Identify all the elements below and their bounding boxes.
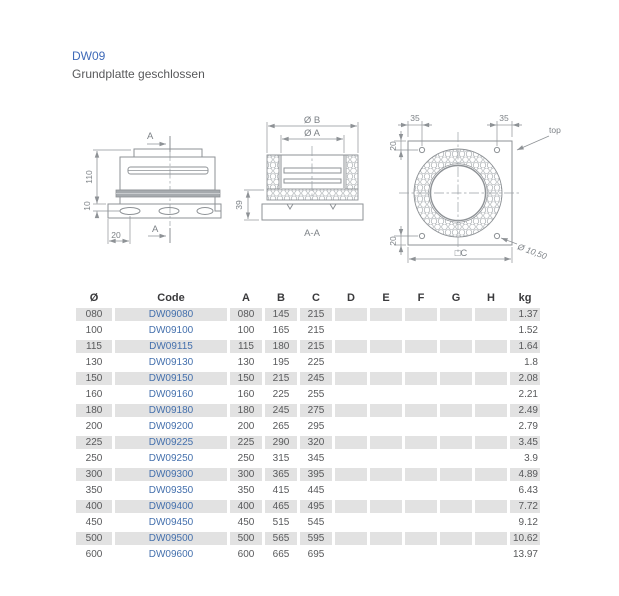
dim-outer-diameter-label: Ø B [303, 115, 321, 126]
cell-d [335, 324, 367, 337]
cell-c: 695 [307, 549, 325, 560]
code-link[interactable]: DW09150 [115, 372, 227, 385]
col-header-g: G [451, 292, 461, 304]
cell-f [405, 452, 437, 465]
cell-g [440, 372, 472, 385]
cell-a: 600 [237, 549, 255, 560]
cell-diameter: 250 [85, 453, 103, 464]
cell-g [440, 308, 472, 321]
col-header-code: Code [157, 292, 185, 304]
cell-kg: 2.08 [510, 372, 540, 385]
col-header-kg: kg [518, 292, 532, 304]
cell-kg: 9.12 [518, 517, 538, 528]
cell-diameter: 600 [85, 549, 103, 560]
table-header-row [76, 291, 540, 305]
cell-a: 400 [230, 500, 262, 513]
cell-e [370, 436, 402, 449]
code-link[interactable]: DW09250 [148, 453, 194, 464]
cell-c: 295 [307, 421, 325, 432]
cell-e [370, 372, 402, 385]
cell-c: 245 [300, 372, 332, 385]
cell-c: 275 [300, 404, 332, 417]
cell-f [405, 532, 437, 545]
section-label-bottom: A [152, 224, 159, 235]
product-name: Grundplatte geschlossen [72, 67, 205, 81]
cell-diameter: 150 [76, 372, 112, 385]
cell-e [370, 324, 402, 337]
cell-kg: 1.52 [518, 325, 538, 336]
cell-g [440, 436, 472, 449]
col-header-a: A [242, 292, 250, 304]
cell-e [370, 516, 402, 529]
code-link[interactable]: DW09100 [148, 325, 194, 336]
cell-e [370, 404, 402, 417]
cell-h [475, 308, 507, 321]
cell-b: 265 [272, 421, 290, 432]
cell-diameter: 500 [76, 532, 112, 545]
cell-e [370, 484, 402, 497]
cell-b: 665 [272, 549, 290, 560]
cell-b: 315 [272, 453, 290, 464]
table-row [76, 532, 540, 545]
table-row [76, 340, 540, 353]
cell-c: 595 [300, 532, 332, 545]
cell-b: 215 [265, 372, 297, 385]
cell-f [405, 468, 437, 481]
cell-g [440, 516, 472, 529]
cell-g [440, 484, 472, 497]
cell-h [475, 404, 507, 417]
code-link[interactable]: DW09160 [148, 389, 194, 400]
cell-a: 200 [237, 421, 255, 432]
dim-20-top-label: 20 [388, 141, 398, 151]
cell-d [335, 404, 367, 417]
table-row [76, 308, 540, 321]
col-header-c: C [312, 292, 320, 304]
table-row [76, 324, 540, 337]
code-link[interactable]: DW09400 [115, 500, 227, 513]
cell-b: 165 [272, 325, 290, 336]
cell-f [405, 372, 437, 385]
code-link[interactable]: DW09130 [148, 357, 194, 368]
top-view [388, 113, 561, 263]
cell-d [335, 548, 367, 561]
cell-diameter: 450 [85, 517, 103, 528]
cell-e [370, 420, 402, 433]
cell-g [440, 452, 472, 465]
cell-g [440, 420, 472, 433]
cell-b: 195 [272, 357, 290, 368]
cell-diameter: 160 [85, 389, 103, 400]
code-link[interactable]: DW09180 [115, 404, 227, 417]
cell-kg: 10.62 [510, 532, 540, 545]
cell-kg: 7.72 [510, 500, 540, 513]
cell-c: 495 [300, 500, 332, 513]
dim-20-label: 20 [111, 230, 121, 240]
technical-drawings [0, 95, 619, 290]
cell-b: 245 [265, 404, 297, 417]
table-row [76, 516, 540, 529]
code-link[interactable]: DW09115 [115, 340, 227, 353]
title-block [72, 49, 205, 81]
cell-a: 450 [237, 517, 255, 528]
code-link[interactable]: DW09500 [115, 532, 227, 545]
cell-c: 215 [300, 340, 332, 353]
cell-e [370, 356, 402, 369]
cell-g [440, 340, 472, 353]
top-face-label: top [549, 125, 561, 135]
cell-g [440, 356, 472, 369]
cell-a: 250 [237, 453, 255, 464]
cell-kg: 1.37 [510, 308, 540, 321]
cell-b: 145 [265, 308, 297, 321]
cell-c: 225 [307, 357, 325, 368]
cell-kg: 3.45 [510, 436, 540, 449]
cell-c: 255 [307, 389, 325, 400]
cell-b: 225 [272, 389, 290, 400]
cell-d [335, 532, 367, 545]
cell-a: 115 [230, 340, 262, 353]
cell-diameter: 225 [76, 436, 112, 449]
cell-e [370, 532, 402, 545]
cell-d [335, 516, 367, 529]
cell-d [335, 420, 367, 433]
cell-f [405, 404, 437, 417]
dimensions-table [73, 288, 543, 564]
table-row [76, 452, 540, 465]
cell-diameter: 080 [76, 308, 112, 321]
table-row [76, 356, 540, 369]
section-aa-label: A-A [304, 228, 320, 239]
cell-e [370, 500, 402, 513]
cell-h [475, 452, 507, 465]
cell-d [335, 372, 367, 385]
cell-h [475, 420, 507, 433]
insulation-wall-left [267, 155, 279, 189]
cell-diameter: 350 [85, 485, 103, 496]
code-link[interactable]: DW09600 [148, 549, 194, 560]
cell-d [335, 388, 367, 401]
cell-f [405, 548, 437, 561]
dim-plate-width-label: □C [454, 248, 468, 259]
cell-d [335, 452, 367, 465]
cell-b: 565 [265, 532, 297, 545]
cell-a: 180 [230, 404, 262, 417]
table-row [76, 404, 540, 417]
cell-e [370, 548, 402, 561]
table-row [76, 484, 540, 497]
cell-h [475, 500, 507, 513]
cell-f [405, 308, 437, 321]
cell-diameter: 100 [85, 325, 103, 336]
cell-c: 215 [307, 325, 325, 336]
cell-a: 300 [230, 468, 262, 481]
cell-h [475, 532, 507, 545]
cell-g [440, 532, 472, 545]
cell-h [475, 468, 507, 481]
cell-h [475, 388, 507, 401]
cell-f [405, 420, 437, 433]
cell-diameter: 130 [85, 357, 103, 368]
cell-b: 365 [265, 468, 297, 481]
cell-c: 215 [300, 308, 332, 321]
cell-h [475, 324, 507, 337]
dim-39-label: 39 [234, 200, 244, 210]
col-header-e: E [382, 292, 390, 304]
cell-c: 320 [300, 436, 332, 449]
col-header-b: B [277, 292, 285, 304]
cell-a: 080 [230, 308, 262, 321]
cell-d [335, 308, 367, 321]
dim-35-left-label: 35 [410, 113, 420, 123]
cell-d [335, 340, 367, 353]
table-row [76, 372, 540, 385]
code-link[interactable]: DW09200 [148, 421, 194, 432]
code-link[interactable]: DW09225 [115, 436, 227, 449]
col-header-diameter: Ø [89, 292, 99, 304]
cell-b: 415 [272, 485, 290, 496]
cell-e [370, 452, 402, 465]
table-row [76, 388, 540, 401]
cell-a: 130 [237, 357, 255, 368]
cell-kg: 2.79 [518, 421, 538, 432]
cell-h [475, 436, 507, 449]
code-link[interactable]: DW09300 [115, 468, 227, 481]
cell-c: 445 [307, 485, 325, 496]
table-row [76, 420, 540, 433]
cell-e [370, 468, 402, 481]
cell-diameter: 400 [76, 500, 112, 513]
cell-e [370, 308, 402, 321]
cell-f [405, 388, 437, 401]
cell-f [405, 484, 437, 497]
dim-110-label: 110 [84, 170, 94, 184]
cell-h [475, 484, 507, 497]
table-row [76, 548, 540, 561]
cell-g [440, 548, 472, 561]
cell-g [440, 388, 472, 401]
col-header-f: F [417, 292, 425, 304]
cell-kg: 4.89 [510, 468, 540, 481]
cell-a: 350 [237, 485, 255, 496]
table-body [76, 308, 540, 561]
cell-kg: 1.8 [524, 357, 538, 368]
insulation-band [267, 189, 358, 200]
cell-d [335, 468, 367, 481]
code-link[interactable]: DW09450 [148, 517, 194, 528]
cell-f [405, 500, 437, 513]
cell-b: 180 [265, 340, 297, 353]
cell-g [440, 500, 472, 513]
cell-d [335, 484, 367, 497]
cell-c: 345 [307, 453, 325, 464]
dim-inner-diameter-label: Ø A [304, 128, 320, 139]
drawings-svg [0, 95, 619, 290]
cell-c: 545 [307, 517, 325, 528]
cell-f [405, 356, 437, 369]
cell-h [475, 356, 507, 369]
cell-kg: 6.43 [518, 485, 538, 496]
side-view [82, 131, 221, 244]
cell-kg: 3.9 [524, 453, 538, 464]
col-header-d: D [347, 292, 355, 304]
cell-g [440, 404, 472, 417]
cell-e [370, 340, 402, 353]
section-label-top: A [147, 131, 154, 142]
dim-20-bottom-label: 20 [388, 236, 398, 246]
cell-d [335, 356, 367, 369]
code-link[interactable]: DW09350 [148, 485, 194, 496]
table-row [76, 500, 540, 513]
cell-a: 100 [237, 325, 255, 336]
cell-diameter: 180 [76, 404, 112, 417]
table-row [76, 436, 540, 449]
insulation-wall-right [346, 155, 358, 189]
dim-35-right-label: 35 [499, 113, 509, 123]
cell-f [405, 516, 437, 529]
cell-f [405, 324, 437, 337]
cell-a: 225 [230, 436, 262, 449]
cell-g [440, 468, 472, 481]
cell-b: 465 [265, 500, 297, 513]
cell-h [475, 516, 507, 529]
col-header-h: H [487, 292, 495, 304]
dim-hole-diameter-label: Ø 10,50 [516, 241, 549, 262]
cell-h [475, 548, 507, 561]
cell-d [335, 436, 367, 449]
cell-a: 150 [230, 372, 262, 385]
cell-e [370, 388, 402, 401]
cell-c: 395 [300, 468, 332, 481]
cell-diameter: 115 [76, 340, 112, 353]
cell-b: 290 [265, 436, 297, 449]
cell-f [405, 436, 437, 449]
cell-d [335, 500, 367, 513]
cell-kg: 2.21 [518, 389, 538, 400]
cell-diameter: 200 [85, 421, 103, 432]
cell-kg: 2.49 [510, 404, 540, 417]
cell-b: 515 [272, 517, 290, 528]
cell-a: 500 [230, 532, 262, 545]
section-view [234, 115, 363, 239]
cell-h [475, 340, 507, 353]
cell-kg: 13.97 [512, 549, 538, 560]
dim-10-label: 10 [82, 201, 92, 211]
table-row [76, 468, 540, 481]
code-link[interactable]: DW09080 [115, 308, 227, 321]
cell-h [475, 372, 507, 385]
cell-kg: 1.64 [510, 340, 540, 353]
cell-f [405, 340, 437, 353]
cell-a: 160 [237, 389, 255, 400]
product-code-link[interactable]: DW09 [72, 49, 106, 63]
cell-diameter: 300 [76, 468, 112, 481]
cell-g [440, 324, 472, 337]
